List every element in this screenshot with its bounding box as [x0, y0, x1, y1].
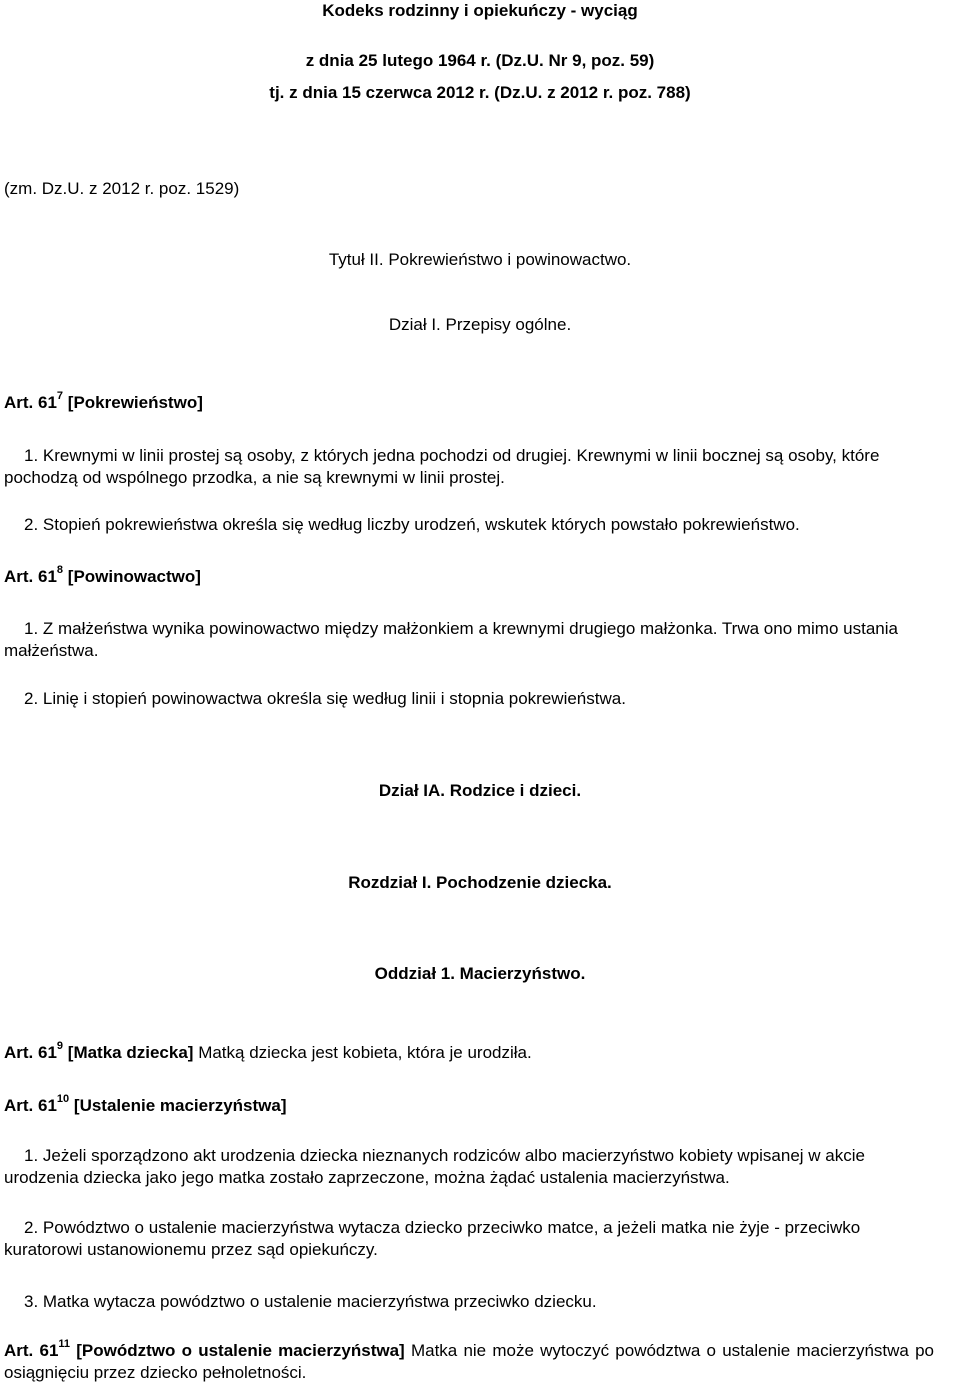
art-61-9: [4, 1042, 934, 1064]
art-title: [Powinowactwo]: [67, 567, 201, 586]
art-61-11: [4, 1340, 934, 1384]
document-title: Kodeks rodzinny i opiekuńczy - wyciąg: [322, 1, 638, 20]
art-61-10-heading: [4, 1095, 934, 1117]
art-number: Art. 61: [4, 1341, 59, 1360]
art-61-7-heading: [4, 392, 934, 414]
art-number: Art. 61: [4, 393, 57, 412]
art-61-8-paragraph-1: 1. Z małżeństwa wynika powinowactwo między małżonkiem a krewnymi drugiego małżonka. Trwa ono mimo ustania małżeństwa.: [4, 619, 898, 660]
oddzial-1-heading: Oddział 1. Macierzyństwo.: [374, 964, 586, 983]
dzial-1-heading: Dział I. Przepisy ogólne.: [388, 315, 572, 334]
rozdzial-1-heading: Rozdział I. Pochodzenie dziecka.: [348, 873, 612, 892]
art-number: Art. 61: [4, 567, 57, 586]
art-superscript: 8: [56, 564, 64, 577]
art-61-8-heading: [4, 566, 934, 588]
art-title: [Ustalenie macierzyństwa]: [73, 1096, 287, 1115]
art-superscript: 7: [56, 390, 64, 403]
zm-line: (zm. Dz.U. z 2012 r. poz. 1529): [4, 179, 240, 198]
art-61-7-paragraph-2: 2. Stopień pokrewieństwa określa się według liczby urodzeń, wskutek których powstało pokrewieństwo.: [24, 515, 800, 534]
tytul-heading: Tytuł II. Pokrewieństwo i powinowactwo.: [328, 250, 632, 269]
dzial-1a-heading: Dział IA. Rodzice i dzieci.: [378, 781, 582, 800]
art-title: [Matka dziecka]: [67, 1043, 194, 1062]
art-superscript: 9: [56, 1040, 64, 1053]
tj-line: tj. z dnia 15 czerwca 2012 r. (Dz.U. z 2012 r. poz. 788): [269, 83, 691, 102]
art-number: Art. 61: [4, 1043, 57, 1062]
art-title: [Powództwo o ustalenie macierzyństwa]: [76, 1341, 405, 1360]
art-61-8-paragraph-2: 2. Linię i stopień powinowactwa określa się według linii i stopnia pokrewieństwa.: [24, 689, 626, 708]
art-superscript: 11: [58, 1338, 71, 1351]
date-line: z dnia 25 lutego 1964 r. (Dz.U. Nr 9, poz. 59): [305, 51, 655, 70]
art-61-10-paragraph-2: 2. Powództwo o ustalenie macierzyństwa wytacza dziecko przeciwko matce, a jeżeli matka nie żyje - przeciwko kuratorowi ustanowionemu przez sąd opiekuńczy.: [4, 1218, 861, 1259]
art-61-7-paragraph-1: 1. Krewnymi w linii prostej są osoby, z których jedna pochodzi od drugiej. Krewnymi w linii bocznej są osoby, które pochodzą od wspólnego przodka, a nie są krewnymi w linii prostej.: [4, 446, 880, 487]
art-61-10-paragraph-1: 1. Jeżeli sporządzono akt urodzenia dziecka nieznanych rodziców albo macierzyństwo kobiety wpisanej w akcie urodzenia dziecka jako jego matka zostało zaprzeczone, można żądać ustalenia macierzyństwa.: [4, 1146, 865, 1187]
art-number: Art. 61: [4, 1096, 57, 1115]
art-superscript: 10: [56, 1093, 70, 1106]
art-title: [Pokrewieństwo]: [67, 393, 203, 412]
art-text: Matką dziecka jest kobieta, która je urodziła.: [198, 1043, 532, 1062]
art-text: Matka nie może wytoczyć powództwa o ustalenie macierzyństwa po osiągnięciu przez dziecko pełnoletności.: [4, 1341, 934, 1382]
art-61-10-paragraph-3: 3. Matka wytacza powództwo o ustalenie macierzyństwa przeciwko dziecku.: [24, 1292, 597, 1311]
